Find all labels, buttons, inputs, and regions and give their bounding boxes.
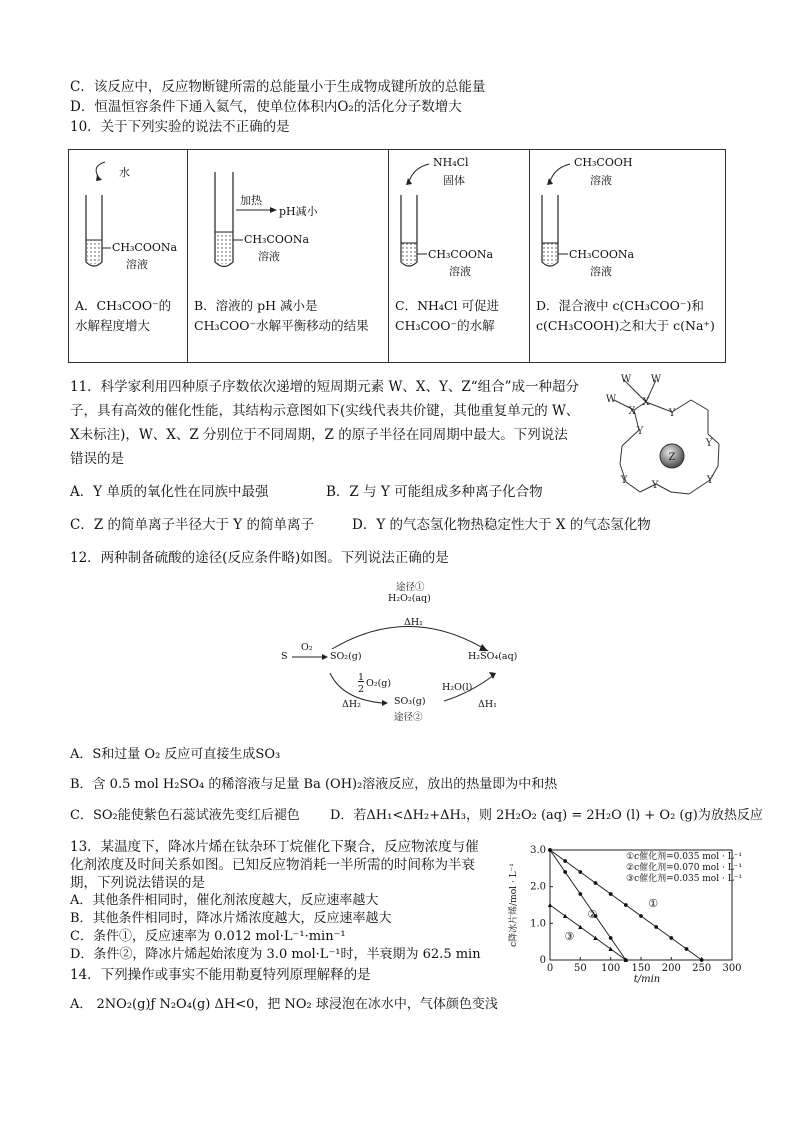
experiment-b-caption: B．溶液的 pH 减小是 CH₃COO⁻水解平衡移动的结果 xyxy=(194,298,369,333)
q11-stem-line4: 错误的是 xyxy=(70,451,124,467)
experiment-c-caption: C．NH₄Cl 可促进CH₃COO⁻的水解 xyxy=(395,298,499,333)
q11-option-d: D．Y 的气态氢化物热稳定性大于 X 的气态氢化物 xyxy=(352,517,651,533)
atom-y4: Y xyxy=(706,475,714,486)
h2o-label: H₂O(l) xyxy=(442,682,473,693)
h2so4-label: H₂SO₄(aq) xyxy=(468,651,518,662)
q12-option-c: C．SO₂能使紫色石蕊试液先变红后褪色 xyxy=(70,808,300,823)
q13-concentration-chart xyxy=(506,838,746,983)
series-1-point-8 xyxy=(669,936,673,940)
tube-label-d2: 溶液 xyxy=(590,265,612,278)
tube-label-c2: 溶液 xyxy=(449,265,471,278)
series-1-point-5 xyxy=(624,903,628,907)
q11-structure-diagram xyxy=(596,370,746,510)
q12-option-d: D．若ΔH₁<ΔH₂+ΔH₃，则 2H₂O₂ (aq) = 2H₂O (l) + O₂ (g)为放热反应 xyxy=(330,808,763,823)
legend-entry-3: ③c催化剂=0.035 mol · L⁻¹ xyxy=(626,874,743,884)
q11-stem-line2: 子，具有高效的催化性能，其结构示意图如下(实线代表共价键，其他重复单元的 W、 xyxy=(70,403,580,419)
q13-option-b: B．其他条件相同时，降冰片烯浓度越大，反应速率越大 xyxy=(70,911,392,926)
atom-y6: Y xyxy=(620,475,628,486)
x-tick-label-1: 50 xyxy=(573,963,587,974)
q11-option-c: C．Z 的简单离子半径大于 Y 的简单离子 xyxy=(70,517,314,533)
q11-stem-line1: 11．科学家利用四种原子序数依次递增的短周期元素 W、X、Y、Z“组合”成一种超分 xyxy=(70,379,580,395)
half-denominator: 2 xyxy=(358,684,365,695)
tube-label-b2: 溶液 xyxy=(258,250,280,263)
x-tick-label-0: 0 xyxy=(546,963,554,974)
x-tick-label-3: 150 xyxy=(631,963,651,974)
ph-result-label: pH减小 xyxy=(279,205,318,218)
y-tick-label-2: 2.0 xyxy=(530,881,546,893)
h2o2-label: H₂O₂(aq) xyxy=(388,593,431,604)
series-2-point-0 xyxy=(548,848,552,852)
x-tick-label-2: 100 xyxy=(601,963,621,974)
series-1-point-10 xyxy=(700,958,704,962)
experiment-c-figure xyxy=(389,150,529,292)
o2g-label: O₂(g) xyxy=(366,678,392,689)
test-tube-d xyxy=(530,150,728,292)
atom-y3: Y xyxy=(705,438,713,449)
nh4cl-label: NH₄Cl xyxy=(433,156,469,169)
q11-option-b: B．Z 与 Y 可能组成多种离子化合物 xyxy=(326,484,543,500)
q9-option-c: C．该反应中，反应物断键所需的总能量小于生成物成键所放的总能量 xyxy=(70,79,486,95)
half-numerator: 1 xyxy=(358,672,365,683)
path1-label: 途径① xyxy=(396,582,425,593)
legend-entry-1: ①c催化剂=0.035 mol · L⁻¹ xyxy=(626,852,743,862)
q13-stem-line1: 13．某温度下，降冰片烯在钛杂环丁烷催化下聚合，反应物浓度与催 xyxy=(70,839,479,855)
q12-stem: 12．两种制备硫酸的途径(反应条件略)如图。下列说法正确的是 xyxy=(70,550,449,566)
q12-option-b: B．含 0.5 mol H₂SO₄ 的稀溶液与足量 Ba (OH)₂溶液反应，放出的热量即为中和热 xyxy=(70,777,558,792)
q10-stem: 10．关于下列实验的说法不正确的是 xyxy=(70,119,290,135)
s-label: S xyxy=(281,651,288,662)
series-3-point-0 xyxy=(548,903,552,907)
series-2-point-2 xyxy=(578,892,582,896)
series-1-point-7 xyxy=(654,925,658,929)
dh1-top-label: ΔH₁ xyxy=(404,617,423,628)
path2-label: 途径② xyxy=(394,712,423,723)
atom-y5: Y xyxy=(651,480,659,491)
experiment-a-figure xyxy=(69,150,187,292)
series-1-point-9 xyxy=(685,947,689,951)
atom-w3: W xyxy=(605,394,617,405)
o2-label: O₂ xyxy=(301,642,313,653)
atom-z-label: Z xyxy=(668,452,676,463)
q13-option-d: D．条件②，降冰片烯起始浓度为 3.0 mol·L⁻¹时，半衰期为 62.5 min xyxy=(70,947,481,962)
series-1-point-2 xyxy=(578,870,582,874)
series-1-point-4 xyxy=(609,892,613,896)
heat-label: 加热 xyxy=(240,194,262,207)
series-1-marker-label: ① xyxy=(648,896,659,910)
dh2-label: ΔH₂ xyxy=(342,699,361,710)
x-tick-label-6: 300 xyxy=(722,963,742,974)
y-tick-label-0: 0 xyxy=(539,955,546,966)
tube-label-c: CH₃COONa xyxy=(428,248,494,261)
q11-option-a: A．Y 单质的氧化性在同族中最强 xyxy=(70,484,269,500)
test-tube-b xyxy=(188,150,388,292)
series-1-point-6 xyxy=(639,914,643,918)
atom-x2: X xyxy=(628,406,636,417)
q13-stem-line2: 化剂浓度及时间关系如图。已知反应物消耗一半所需的时间称为半衰 xyxy=(70,857,475,873)
x-tick-label-5: 250 xyxy=(692,963,712,974)
q11-stem-line3: X未标注)，W、X、Z 分别位于不同周期，Z 的原子半径在同周期中最大。下列说法 xyxy=(70,427,568,443)
y-axis-label: c降冰片烯/mol · L⁻¹ xyxy=(509,863,519,947)
experiment-d-figure xyxy=(530,150,725,292)
water-label: 水 xyxy=(119,166,130,179)
so3-label: SO₃(g) xyxy=(394,696,426,707)
series-2-point-4 xyxy=(609,936,613,940)
q9-option-d: D．恒温恒容条件下通入氦气，使单位体积内O₂的活化分子数增大 xyxy=(70,99,462,115)
q12-reaction-diagram xyxy=(270,575,530,723)
series-1-point-3 xyxy=(594,881,598,885)
q14-option-a: A． 2NO₂(g)ƒ N₂O₄(g) ΔH<0，把 NO₂ 球浸泡在冰水中，气体颜色变浅 xyxy=(70,997,498,1012)
q13-option-a: A．其他条件相同时，催化剂浓度越大，反应速率越大 xyxy=(70,893,379,908)
atom-w2: W xyxy=(650,374,662,385)
atom-x1: X xyxy=(642,397,650,408)
series-2-line xyxy=(550,850,626,960)
experiment-d-caption: D．混合液中 c(CH₃COO⁻)和c(CH₃COOH)之和大于 c(Na⁺) xyxy=(536,298,715,333)
tube-label-d: CH₃COONa xyxy=(569,248,635,261)
solid-label: 固体 xyxy=(443,174,465,187)
q12-option-a: A．S和过量 O₂ 反应可直接生成SO₃ xyxy=(70,747,281,762)
series-2-marker-label: ② xyxy=(587,907,598,921)
experiment-a-caption: A．CH₃COO⁻的水解程度增大 xyxy=(75,298,172,333)
atom-y1: Y xyxy=(668,408,676,419)
q10-experiment-table xyxy=(68,149,726,363)
experiment-b-figure xyxy=(188,150,388,292)
dh1-bottom-label: ΔH₁ xyxy=(478,699,497,710)
q13-stem-line3: 期，下列说法错误的是 xyxy=(70,875,205,891)
series-2-point-1 xyxy=(563,870,567,874)
atom-y2: Y xyxy=(636,426,644,437)
atom-w1: W xyxy=(620,374,632,385)
tube-label-a: CH₃COONa xyxy=(112,241,178,254)
x-axis-label: t/min xyxy=(633,974,661,983)
x-tick-label-4: 200 xyxy=(661,963,681,974)
ch3cooh-solution-label: 溶液 xyxy=(590,174,612,187)
so2-label: SO₂(g) xyxy=(330,651,362,662)
legend-entry-2: ②c催化剂=0.070 mol · L⁻¹ xyxy=(626,863,743,873)
q13-option-c: C．条件①，反应速率为 0.012 mol·L⁻¹·min⁻¹ xyxy=(70,929,346,944)
ch3cooh-label: CH₃COOH xyxy=(574,156,633,169)
tube-label-b: CH₃COONa xyxy=(244,233,310,246)
series-3-marker-label: ③ xyxy=(564,929,575,943)
tube-label-a2: 溶液 xyxy=(126,258,148,271)
y-tick-label-3: 3.0 xyxy=(530,845,546,856)
y-tick-label-1: 1.0 xyxy=(530,918,546,930)
q14-stem: 14．下列操作或事实不能用勒夏特列原理解释的是 xyxy=(70,967,371,983)
series-1-point-1 xyxy=(563,859,567,863)
